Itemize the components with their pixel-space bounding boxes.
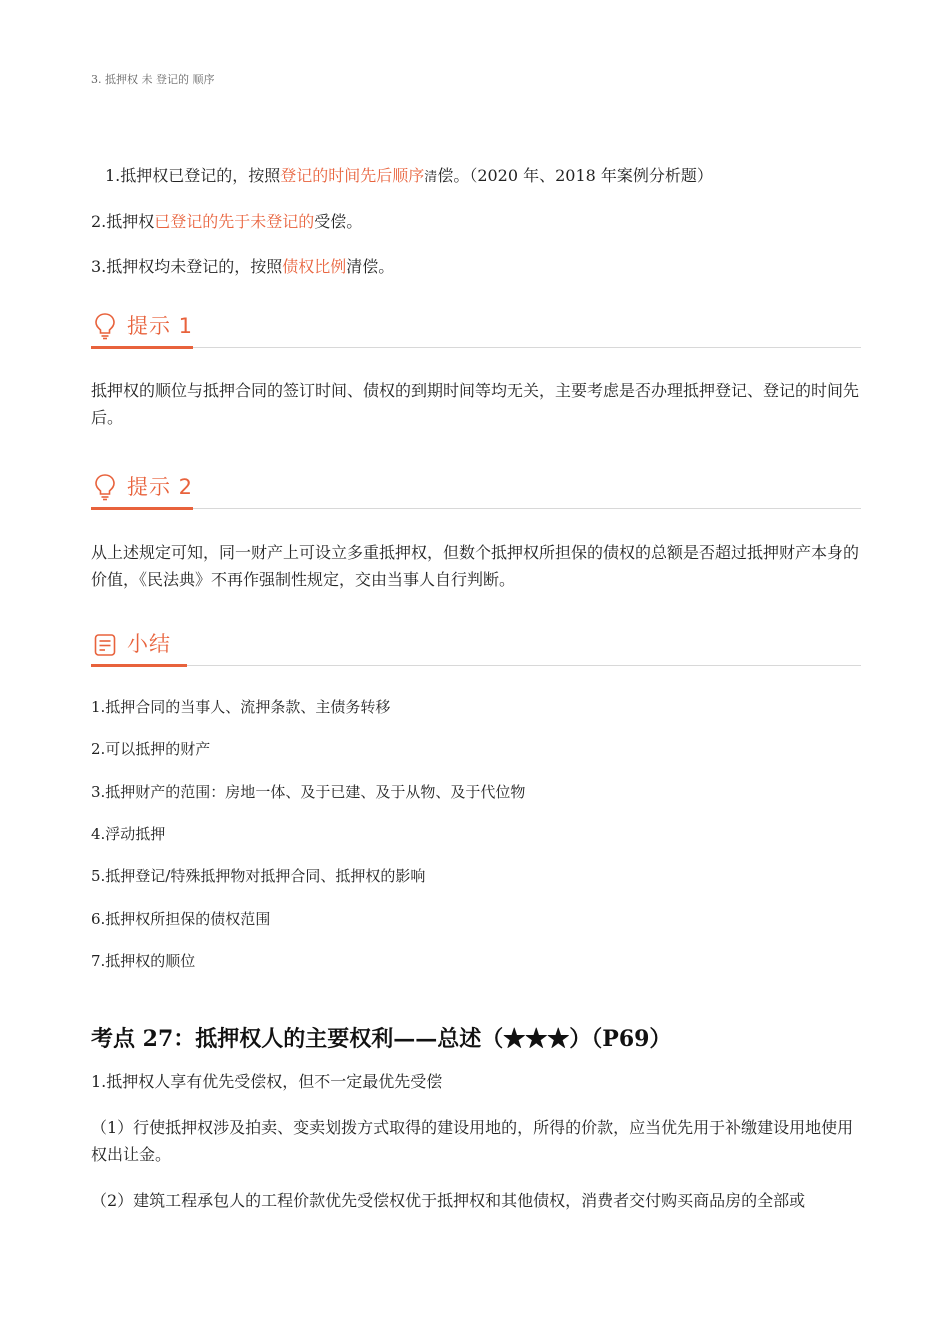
summary-header [91, 626, 861, 666]
notes-icon [93, 630, 117, 658]
tip-1-title: 提示 1 [127, 314, 194, 338]
tip-2-accent [91, 507, 193, 510]
summary-item: 2.可以抵押的财产 [91, 740, 211, 758]
tip-2-text: 从上述规定可知，同一财产上可设立多重抵押权，但数个抵押权所担保的债权的总额是否超过抵押财产本身的价值，《民法典》不再作强制性规定，交由当事人自行判断。 [91, 543, 860, 589]
rule-1-tail: 偿。（2020 年、2018 年案例分析题） [437, 166, 713, 185]
summary-item: 3.抵押财产的范围：房地一体、及于已建、及于从物、及于代位物 [91, 783, 526, 801]
tip-1-text: 抵押权的顺位与抵押合同的签订时间、债权的到期时间等均无关，主要考虑是否办理抵押登记、登记的时间先后。 [91, 381, 860, 427]
rule-1-highlight: 登记的时间先后顺序 [280, 166, 425, 185]
rule-2-tail: 受偿。 [314, 212, 363, 231]
summary-item: 1.抵押合同的当事人、流押条款、主债务转移 [91, 698, 391, 716]
section-27-point-1: 1.抵押权人享有优先受偿权，但不一定最优先受偿 [91, 1072, 443, 1091]
rule-2-text: 2.抵押权 [91, 212, 155, 231]
rule-3-text: 3.抵押权均未登记的，按照 [91, 257, 283, 276]
section-27-point-1-2: （2）建筑工程承包人的工程价款优先受偿权优于抵押权和其他债权，消费者交付购买商品房的全部或 [91, 1191, 806, 1210]
section-27-point-1-1: （1）行使抵押权涉及拍卖、变卖划拨方式取得的建设用地的，所得的价款，应当优先用于补缴建设用地使用权出让金。 [91, 1118, 854, 1164]
summary-accent [91, 664, 187, 667]
rule-3-highlight: 债权比例 [282, 257, 347, 276]
tip-2-title: 提示 2 [127, 475, 194, 499]
rule-1-small: 清 [424, 170, 438, 185]
order-rule-2 [91, 209, 861, 235]
tip-1-header [91, 308, 861, 348]
tip-1-rule [91, 347, 861, 348]
summary-title: 小结 [127, 632, 171, 656]
lightbulb-icon [93, 473, 117, 501]
tip-1-accent [91, 346, 193, 349]
summary-item: 4.浮动抵押 [91, 825, 166, 843]
lightbulb-icon [93, 312, 117, 340]
summary-item: 5.抵押登记/特殊抵押物对抵押合同、抵押权的影响 [91, 867, 426, 885]
rule-1-text: 1.抵押权已登记的，按照 [105, 166, 281, 185]
summary-rule [91, 665, 861, 666]
section-27-heading: 考点 27：抵押权人的主要权利——总述（★★★）（P69） [91, 1026, 672, 1052]
order-rule-1 [105, 163, 875, 191]
cropped-top-line: 3. 抵押权 未 登记的 顺序 [91, 73, 215, 86]
summary-item: 6.抵押权所担保的债权范围 [91, 910, 271, 928]
rule-3-tail: 清偿。 [346, 257, 395, 276]
tip-2-header [91, 469, 861, 509]
summary-item: 7.抵押权的顺位 [91, 952, 196, 970]
rule-2-highlight: 已登记的先于未登记的 [154, 212, 315, 231]
order-rule-3 [91, 254, 861, 280]
tip-2-rule [91, 508, 861, 509]
